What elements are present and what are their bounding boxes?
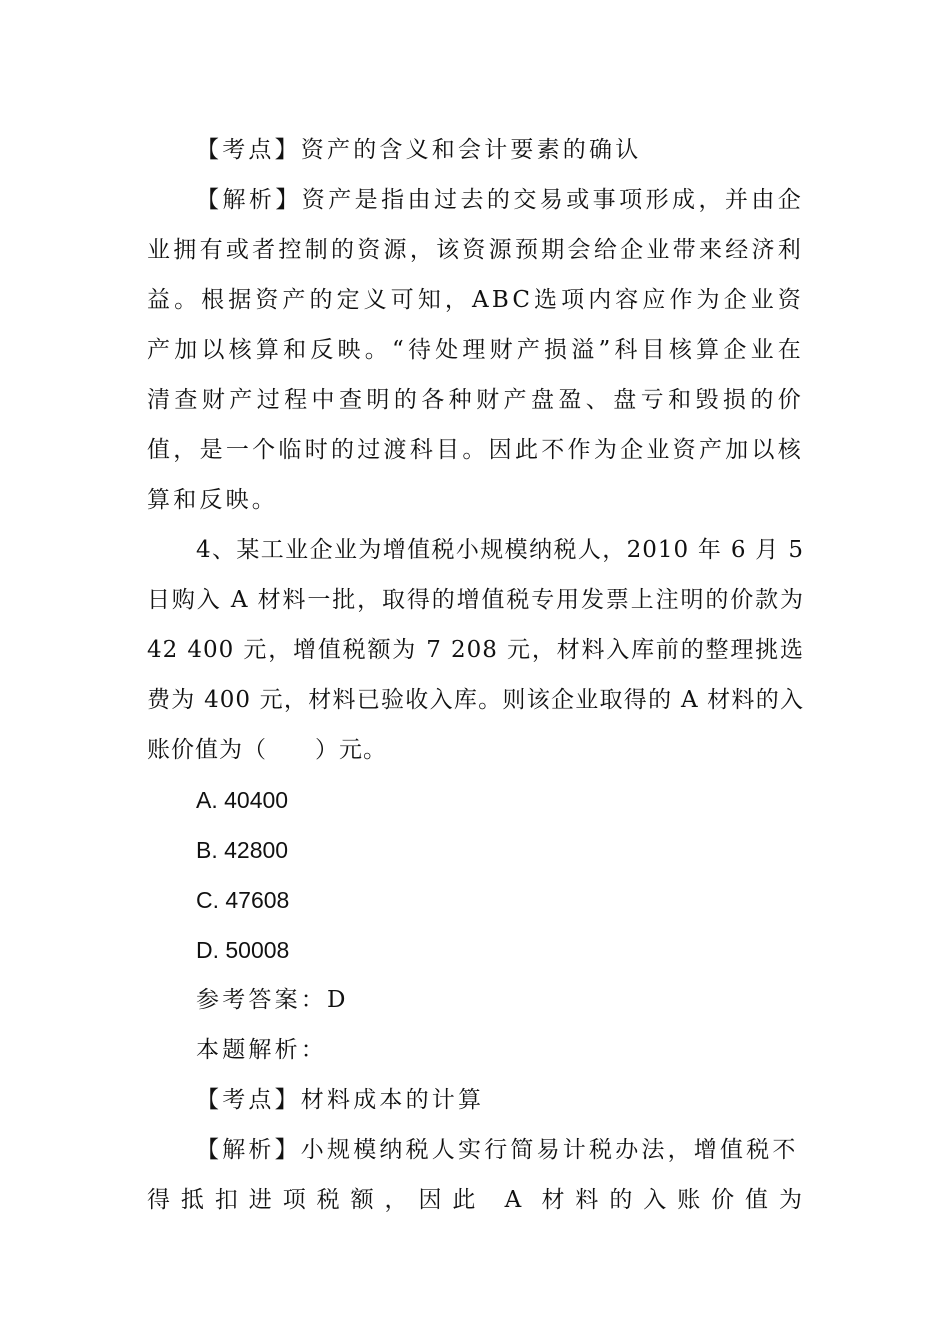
jiexi-paragraph-2-line1: 【解析】小规模纳税人实行简易计税办法，增值税不 xyxy=(196,1137,799,1163)
reference-answer: 参考答案：D xyxy=(196,987,349,1013)
document-page xyxy=(147,125,804,1225)
jiexi-paragraph-2-line2: 得抵扣进项税额，因此 A 材料的入账价值为 xyxy=(147,1187,804,1213)
option-d: D. 50008 xyxy=(196,937,290,963)
kaodian-paragraph-2: 【考点】材料成本的计算 xyxy=(196,1087,485,1113)
jiexi-paragraph: 【解析】资产是指由过去的交易或事项形成，并由企业拥有或者控制的资源，该资源预期会给企业带来经济利益。根据资产的定义可知，ABC选项内容应作为企业资产加以核算和反映。“待处理财产损溢”科目核算企业在清查财产过程中查明的各种财产盘盈、盘亏和毁损的价值，是一个临时的过渡科目。因此不作为企业资产加以核算和反映。 xyxy=(147,187,804,513)
option-c: C. 47608 xyxy=(196,887,290,913)
question-stem: 4、某工业企业为增值税小规模纳税人，2010 年 6 月 5 日购入 A 材料一批，取得的增值税专用发票上注明的价款为 42 400 元，增值税额为 7 208 元，材料入库前的整理挑选费为 400 元，材料已验收入库。则该企业取得的 A 材料的入账价值为（ ）元。 xyxy=(147,537,804,763)
analysis-heading: 本题解析： xyxy=(196,1037,327,1063)
kaodian-paragraph: 【考点】资产的含义和会计要素的确认 xyxy=(196,137,642,163)
option-b: B. 42800 xyxy=(196,837,289,863)
option-a: A. 40400 xyxy=(196,787,289,813)
